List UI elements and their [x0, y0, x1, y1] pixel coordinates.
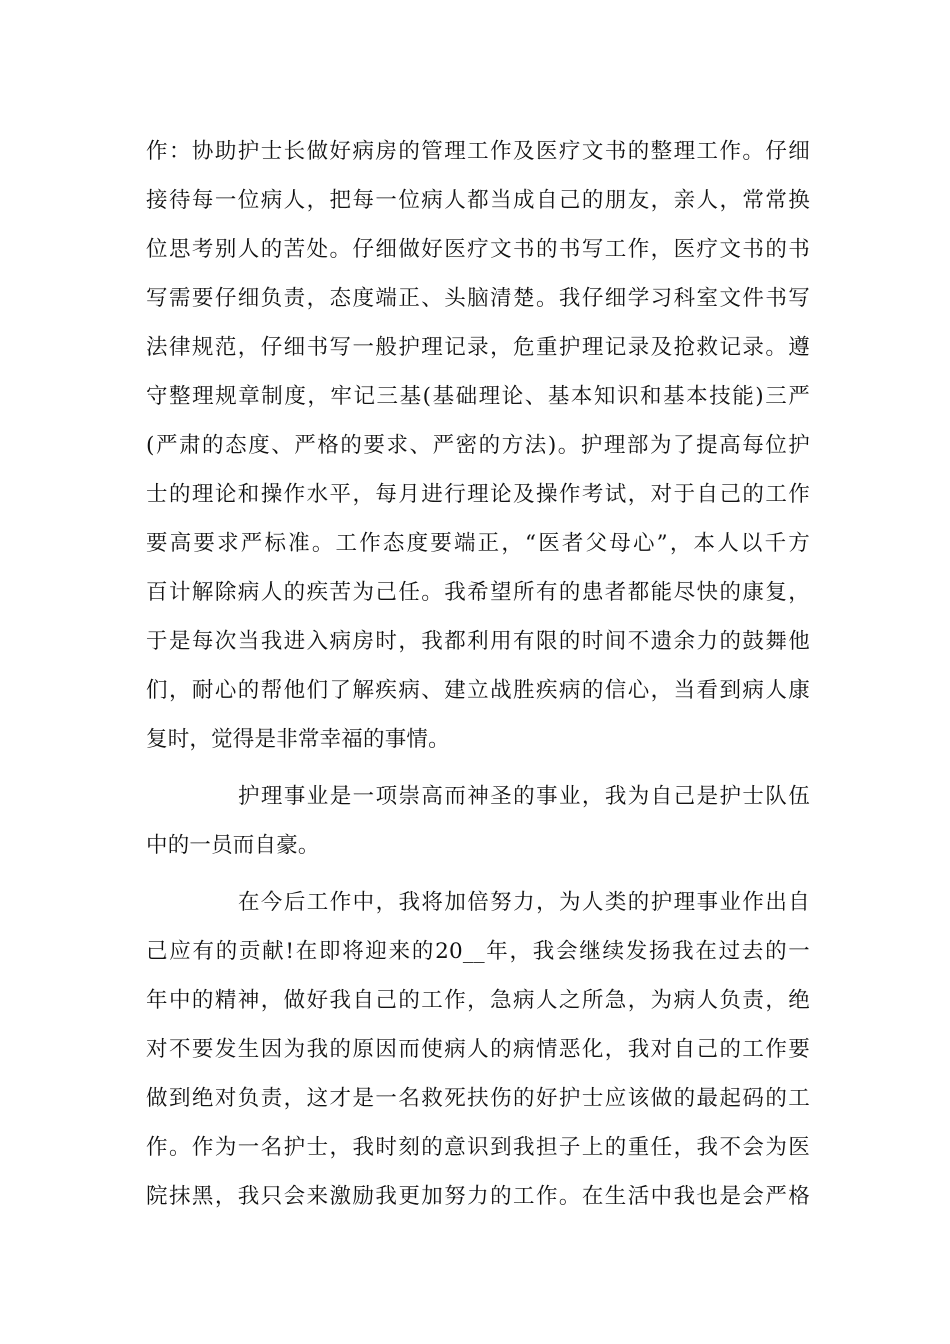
- paragraph-3-line-7: 院抹黑，我只会来激励我更加努力的工作。在生活中我也是会严格: [146, 1184, 810, 1209]
- paragraph-2-line-2: 中的一员而自豪。: [146, 833, 320, 858]
- paragraph-1-line-3: 位思考别人的苦处。仔细做好医疗文书的书写工作，医疗文书的书: [146, 237, 810, 262]
- paragraph-3-line-5: 做到绝对负责，这才是一名救死扶伤的好护士应该做的最起码的工: [146, 1086, 810, 1111]
- paragraph-1-line-7: (严肃的态度、严格的要求、严密的方法)。护理部为了提高每位护: [146, 433, 810, 458]
- paragraph-1-line-9: 要高要求严标准。工作态度要端正，“医者父母心”，本人以千方: [146, 531, 810, 556]
- paragraph-3-line-1: 在今后工作中，我将加倍努力，为人类的护理事业作出自: [238, 890, 810, 915]
- paragraph-1-line-10: 百计解除病人的疾苦为己任。我希望所有的患者都能尽快的康复，: [146, 580, 810, 605]
- paragraph-1-line-5: 法律规范，仔细书写一般护理记录，危重护理记录及抢救记录。遵: [146, 335, 810, 360]
- paragraph-1-line-2: 接待每一位病人，把每一位病人都当成自己的朋友，亲人，常常换: [146, 188, 810, 213]
- paragraph-1-line-12: 们，耐心的帮他们了解疾病、建立战胜疾病的信心，当看到病人康: [146, 678, 810, 703]
- paragraph-3-line-2: 己应有的贡献!在即将迎来的20__年，我会继续发扬我在过去的一: [146, 939, 810, 964]
- paragraph-1-line-8: 士的理论和操作水平，每月进行理论及操作考试，对于自己的工作: [146, 482, 810, 507]
- paragraph-3-line-6: 作。作为一名护士，我时刻的意识到我担子上的重任，我不会为医: [146, 1135, 810, 1160]
- paragraph-1-line-6: 守整理规章制度，牢记三基(基础理论、基本知识和基本技能)三严: [146, 384, 810, 409]
- paragraph-1-line-13: 复时，觉得是非常幸福的事情。: [146, 727, 450, 752]
- paragraph-2-line-1: 护理事业是一项崇高而神圣的事业，我为自己是护士队伍: [238, 784, 810, 809]
- paragraph-1-line-1: 作：协助护士长做好病房的管理工作及医疗文书的整理工作。仔细: [146, 139, 810, 164]
- paragraph-3-line-4: 对不要发生因为我的原因而使病人的病情恶化，我对自己的工作要: [146, 1037, 810, 1062]
- paragraph-1-line-11: 于是每次当我进入病房时，我都利用有限的时间不遗余力的鼓舞他: [146, 629, 810, 654]
- paragraph-3-line-3: 年中的精神，做好我自己的工作，急病人之所急，为病人负责，绝: [146, 988, 810, 1013]
- paragraph-1-line-4: 写需要仔细负责，态度端正、头脑清楚。我仔细学习科室文件书写: [146, 286, 810, 311]
